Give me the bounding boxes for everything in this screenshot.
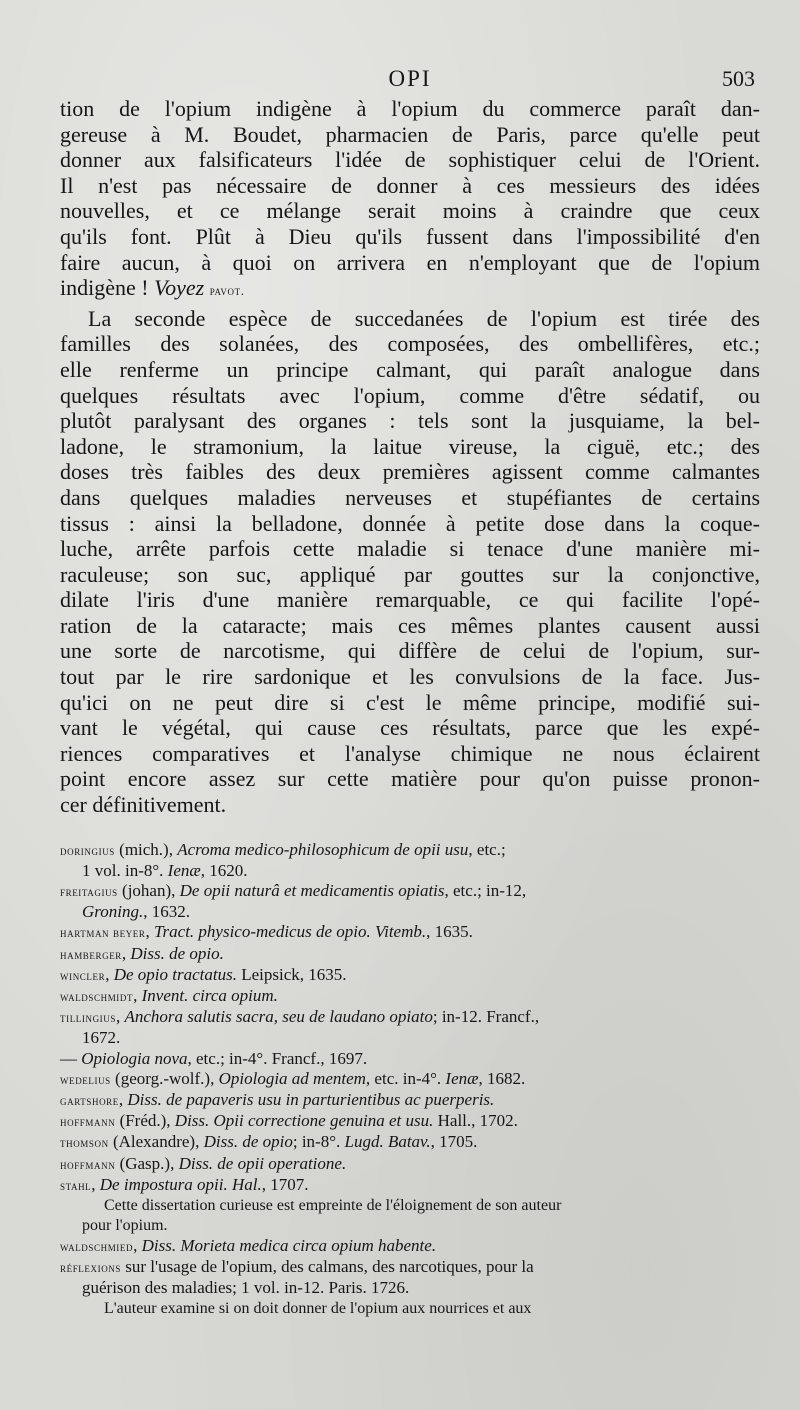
entry-author: hoffmann bbox=[60, 1156, 116, 1172]
entry-title: Acroma medico-philosophicum de opii usu bbox=[177, 839, 469, 859]
entry-author: wincler bbox=[60, 967, 106, 983]
bibliography-entry bbox=[60, 944, 760, 965]
entry-continuation bbox=[60, 1028, 760, 1048]
text-line: elle renferme un principe calmant, qui paraît analogue dans bbox=[60, 356, 760, 382]
bibliography-note bbox=[60, 1299, 760, 1319]
bibliography-entry bbox=[60, 1132, 760, 1153]
text-line: nouvelles, et ce mélange serait moins à craindre que ceux bbox=[60, 198, 760, 224]
running-title: OPI bbox=[388, 66, 432, 91]
bibliography bbox=[60, 840, 760, 1319]
entry-continuation bbox=[60, 861, 760, 881]
bibliography-entry bbox=[60, 881, 760, 922]
bibliography-entry bbox=[60, 1111, 760, 1132]
entry-continuation: guérison des maladies; 1 vol. in-12. Paris. 1726. bbox=[82, 1278, 410, 1298]
entry-author: waldschmidt bbox=[60, 989, 134, 1005]
text-line: gereuse à M. Boudet, pharmacien de Paris, parce qu'elle peut bbox=[60, 121, 760, 147]
entry-title: Opiologia nova bbox=[81, 1048, 188, 1068]
entry-detail: , bbox=[118, 1090, 128, 1110]
text-line bbox=[60, 275, 760, 304]
cross-reference: pavot. bbox=[209, 283, 245, 299]
entry-title: Diss. Morieta medica circa opium habente. bbox=[141, 1236, 437, 1256]
text-line: vant le végétal, qui cause ces résultats, parce que les expé- bbox=[60, 715, 760, 741]
entry-detail: — bbox=[60, 1048, 82, 1068]
bibliography-entry bbox=[60, 1007, 760, 1048]
entry-author: waldschmied bbox=[60, 1239, 134, 1255]
entry-title: Diss. de opio bbox=[203, 1132, 293, 1152]
bibliography-note bbox=[60, 1196, 760, 1236]
entry-detail: 1 vol. in-8°. bbox=[82, 860, 168, 880]
entry-author: tillingius bbox=[60, 1010, 116, 1026]
entry-title: Tract. physico-medicus de opio. Vitemb. bbox=[154, 922, 427, 942]
entry-title: De opii naturâ et medicamentis opiatis bbox=[179, 881, 445, 901]
text-line: quelques résultats avec l'opium, comme d'être sédatif, ou bbox=[60, 382, 760, 408]
entry-detail: , bbox=[121, 943, 131, 963]
entry-detail: , 1620. bbox=[200, 860, 248, 880]
entry-author: stahl bbox=[60, 1177, 92, 1193]
entry-detail: (Fréd.), bbox=[115, 1111, 175, 1131]
entry-title: Ienæ bbox=[167, 860, 201, 880]
entry-detail: (mich.), bbox=[114, 839, 178, 859]
text-line: plutôt paralysant des organes : tels sont la jusquiame, la bel- bbox=[60, 408, 760, 434]
entry-detail: , bbox=[116, 1007, 125, 1027]
note-text: Cette dissertation curieuse est empreinte de l'éloignement de son auteur bbox=[104, 1197, 562, 1215]
entry-detail: 1672. bbox=[82, 1028, 121, 1048]
text-line: tion de l'opium indigène à l'opium du commerce paraît dan- bbox=[60, 96, 760, 121]
entry-detail: , etc.; in-12, bbox=[444, 881, 527, 901]
text-line: tissus : ainsi la belladone, donnée à petite dose dans la coque- bbox=[60, 510, 760, 536]
entry-detail: sur l'usage de l'opium, des calmans, des narcotiques, pour la bbox=[121, 1257, 534, 1277]
entry-title: De impostura opii. Hal. bbox=[99, 1174, 262, 1194]
entry-title: De opio tractatus. bbox=[113, 964, 237, 984]
text-line: ladone, le stramonium, la laitue vireuse, la ciguë, etc.; des bbox=[60, 433, 760, 459]
text-line: cer définitivement. bbox=[60, 792, 227, 818]
bibliography-entry bbox=[60, 1090, 760, 1111]
entry-title: Diss. de opii operatione. bbox=[178, 1153, 347, 1173]
entry-detail: Hall., 1702. bbox=[433, 1111, 518, 1131]
entry-author: hamberger bbox=[60, 946, 122, 962]
entry-detail: , 1707. bbox=[261, 1174, 309, 1194]
entry-detail: , 1632. bbox=[143, 902, 190, 922]
text-line: qu'ici on ne peut dire si c'est le même principe, modifié sui- bbox=[60, 689, 760, 715]
entry-detail: (georg.-wolf.), bbox=[110, 1068, 219, 1088]
text-line: qu'ils font. Plût à Dieu qu'ils fussent dans l'impossibilité d'en bbox=[60, 223, 760, 249]
page-number: 503 bbox=[722, 66, 755, 91]
bibliography-entry bbox=[60, 1069, 760, 1090]
entry-title: Opiologia ad mentem bbox=[218, 1068, 366, 1088]
entry-title: Diss. de opio. bbox=[130, 943, 224, 963]
bibliography-entry bbox=[60, 1236, 760, 1257]
text-line: point encore assez sur cette matière pour qu'on puisse pronon- bbox=[60, 766, 760, 792]
entry-author: wedelius bbox=[60, 1071, 111, 1087]
text-line: dilate l'iris d'une manière remarquable, ce qui facilite l'opé- bbox=[60, 587, 760, 613]
entry-title: Anchora salutis sacra, seu de laudano opiato bbox=[124, 1007, 433, 1027]
entry-author: thomson bbox=[60, 1135, 109, 1151]
entry-detail: (Gasp.), bbox=[115, 1153, 179, 1173]
entry-title: Groning. bbox=[82, 902, 144, 922]
entry-detail: , etc. in-4°. bbox=[365, 1068, 446, 1088]
entry-detail: Leipsick, 1635. bbox=[236, 964, 347, 984]
paragraph-succedanees bbox=[60, 306, 760, 818]
entry-author: hartman beyer bbox=[60, 925, 146, 941]
text-line: une sorte de narcotisme, qui diffère de celui de l'opium, sur- bbox=[60, 638, 760, 664]
running-header bbox=[60, 66, 760, 96]
entry-detail: , etc.; in-4°. Francf., 1697. bbox=[187, 1048, 368, 1068]
entry-detail: ; in-8°. bbox=[292, 1132, 345, 1152]
bibliography-entry bbox=[60, 1154, 760, 1175]
text-line: Il n'est pas nécessaire de donner à ces messieurs des idées bbox=[60, 172, 760, 198]
text-line: riences comparatives et l'analyse chimique ne nous éclairent bbox=[60, 740, 760, 766]
see-also: Voyez bbox=[154, 275, 205, 301]
entry-title: Invent. circa opium. bbox=[141, 986, 278, 1006]
bibliography-entry bbox=[60, 1175, 760, 1196]
entry-author: freitagius bbox=[60, 884, 118, 900]
text-fragment: indigène ! bbox=[60, 275, 155, 301]
text-line: donner aux falsificateurs l'idée de sophistiquer celui de l'Orient. bbox=[60, 147, 760, 173]
entry-detail: ; in-12. Francf., bbox=[432, 1007, 540, 1027]
text-line: dans quelques maladies nerveuses et stupéfiantes de certains bbox=[60, 484, 760, 510]
entry-detail: , bbox=[105, 964, 114, 984]
entry-detail: , 1682. bbox=[478, 1068, 526, 1088]
paragraph-continuation bbox=[60, 96, 760, 304]
entry-author: hoffmann bbox=[60, 1114, 116, 1130]
entry-detail: , bbox=[145, 922, 155, 942]
text-line: doses très faibles des deux premières agissent comme calmantes bbox=[60, 459, 760, 485]
entry-title: Ienæ bbox=[445, 1068, 479, 1088]
entry-title: Diss. de papaveris usu in parturientibus ac puerperis. bbox=[127, 1090, 495, 1110]
text-line: familles des solanées, des composées, des ombellifères, etc.; bbox=[60, 331, 760, 357]
note-text-continuation: pour l'opium. bbox=[82, 1217, 168, 1235]
entry-detail: , 1635. bbox=[426, 922, 473, 942]
text-line: raculeuse; son suc, appliqué par gouttes sur la conjonctive, bbox=[60, 561, 760, 587]
bibliography-entry bbox=[60, 1257, 760, 1298]
entry-author: réflexions bbox=[60, 1260, 122, 1276]
entry-author: doringius bbox=[60, 842, 115, 858]
text-line: faire aucun, à quoi on arrivera en n'employant que de l'opium bbox=[60, 249, 760, 275]
entry-detail: (johan), bbox=[117, 881, 180, 901]
text-line: luche, arrête parfois cette maladie si tenace d'une manière mi- bbox=[60, 536, 760, 562]
entry-detail: , 1705. bbox=[430, 1132, 478, 1152]
bibliography-entry bbox=[60, 965, 760, 986]
entry-continuation bbox=[60, 902, 760, 922]
entry-detail: , bbox=[133, 1236, 142, 1256]
entry-title: Diss. Opii correctione genuina et usu. bbox=[174, 1111, 434, 1131]
bibliography-entry bbox=[60, 922, 760, 943]
note-text: L'auteur examine si on doit donner de l'opium aux nourrices et aux bbox=[104, 1299, 532, 1317]
entry-author: gartshore bbox=[60, 1093, 119, 1109]
bibliography-entry bbox=[60, 986, 760, 1007]
text-line: ration de la cataracte; mais ces mêmes plantes causent aussi bbox=[60, 612, 760, 638]
text-line: La seconde espèce de succedanées de l'opium est tirée des bbox=[88, 305, 760, 331]
entry-detail: , bbox=[133, 986, 142, 1006]
entry-title: Lugd. Batav. bbox=[344, 1132, 431, 1152]
bibliography-entry bbox=[60, 840, 760, 881]
entry-detail: , etc.; bbox=[468, 839, 506, 859]
text-line: tout par le rire sardonique et les convulsions de la face. Jus- bbox=[60, 664, 760, 690]
bibliography-entry bbox=[60, 1049, 760, 1069]
entry-detail: , bbox=[91, 1174, 100, 1194]
entry-detail: (Alexandre), bbox=[108, 1132, 204, 1152]
body-text bbox=[60, 96, 760, 818]
